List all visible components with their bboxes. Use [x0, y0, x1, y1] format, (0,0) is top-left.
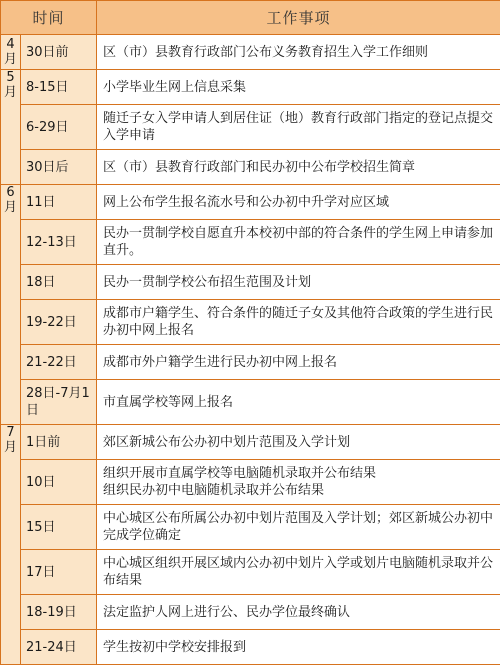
item-cell: 民办一贯制学校公布招生范围及计划	[97, 265, 500, 300]
table-row	[1, 505, 500, 550]
item-cell: 法定监护人网上进行公、民办学位最终确认	[97, 595, 500, 630]
table-row	[1, 345, 500, 380]
month-cell-april: 4月	[1, 35, 21, 70]
item-cell: 组织开展市直属学校等电脑随机录取并公布结果 组织民办初中电脑随机录取并公布结果	[97, 460, 500, 505]
month-cell-june: 6月	[1, 185, 21, 425]
table-row	[1, 105, 500, 150]
item-cell: 郊区新城公布公办初中划片范围及入学计划	[97, 425, 500, 460]
item-cell: 学生按初中学校安排报到	[97, 630, 500, 665]
table-row	[1, 220, 500, 265]
table-row	[1, 35, 500, 70]
date-cell: 28日-7月1日	[21, 380, 97, 425]
table-header-row	[1, 1, 500, 35]
item-cell: 民办一贯制学校自愿直升本校初中部的符合条件的学生网上申请参加直升。	[97, 220, 500, 265]
date-cell: 21-22日	[21, 345, 97, 380]
item-cell: 中心城区组织开展区域内公办初中划片入学或划片电脑随机录取并公布结果	[97, 550, 500, 595]
table-row	[1, 550, 500, 595]
date-cell: 30日前	[21, 35, 97, 70]
item-cell: 成都市户籍学生、符合条件的随迁子女及其他符合政策的学生进行民办初中网上报名	[97, 300, 500, 345]
table-row	[1, 380, 500, 425]
table-row	[1, 460, 500, 505]
month-cell-may: 5月	[1, 70, 21, 185]
item-cell: 市直属学校等网上报名	[97, 380, 500, 425]
date-cell: 15日	[21, 505, 97, 550]
table-row	[1, 630, 500, 665]
item-cell: 网上公布学生报名流水号和公办初中升学对应区域	[97, 185, 500, 220]
date-cell: 10日	[21, 460, 97, 505]
item-cell: 区（市）县教育行政部门和民办初中公布学校招生简章	[97, 150, 500, 185]
table-row	[1, 300, 500, 345]
item-cell: 区（市）县教育行政部门公布义务教育招生入学工作细则	[97, 35, 500, 70]
table-row	[1, 70, 500, 105]
table-row	[1, 185, 500, 220]
date-cell: 19-22日	[21, 300, 97, 345]
date-cell: 18日	[21, 265, 97, 300]
date-cell: 6-29日	[21, 105, 97, 150]
table-row	[1, 595, 500, 630]
item-cell: 随迁子女入学申请人到居住证（地）教育行政部门指定的登记点提交入学申请	[97, 105, 500, 150]
header-time: 时间	[1, 1, 97, 35]
table-row	[1, 425, 500, 460]
date-cell: 11日	[21, 185, 97, 220]
date-cell: 8-15日	[21, 70, 97, 105]
date-cell: 21-24日	[21, 630, 97, 665]
item-cell: 小学毕业生网上信息采集	[97, 70, 500, 105]
table-row	[1, 265, 500, 300]
date-cell: 30日后	[21, 150, 97, 185]
date-cell: 12-13日	[21, 220, 97, 265]
item-cell: 中心城区公布所属公办初中划片范围及入学计划；郊区新城公办初中完成学位确定	[97, 505, 500, 550]
date-cell: 18-19日	[21, 595, 97, 630]
date-cell: 17日	[21, 550, 97, 595]
item-cell: 成都市外户籍学生进行民办初中网上报名	[97, 345, 500, 380]
month-cell-july: 7月	[1, 425, 21, 665]
header-matters: 工作事项	[97, 1, 500, 35]
table-row	[1, 150, 500, 185]
date-cell: 1日前	[21, 425, 97, 460]
